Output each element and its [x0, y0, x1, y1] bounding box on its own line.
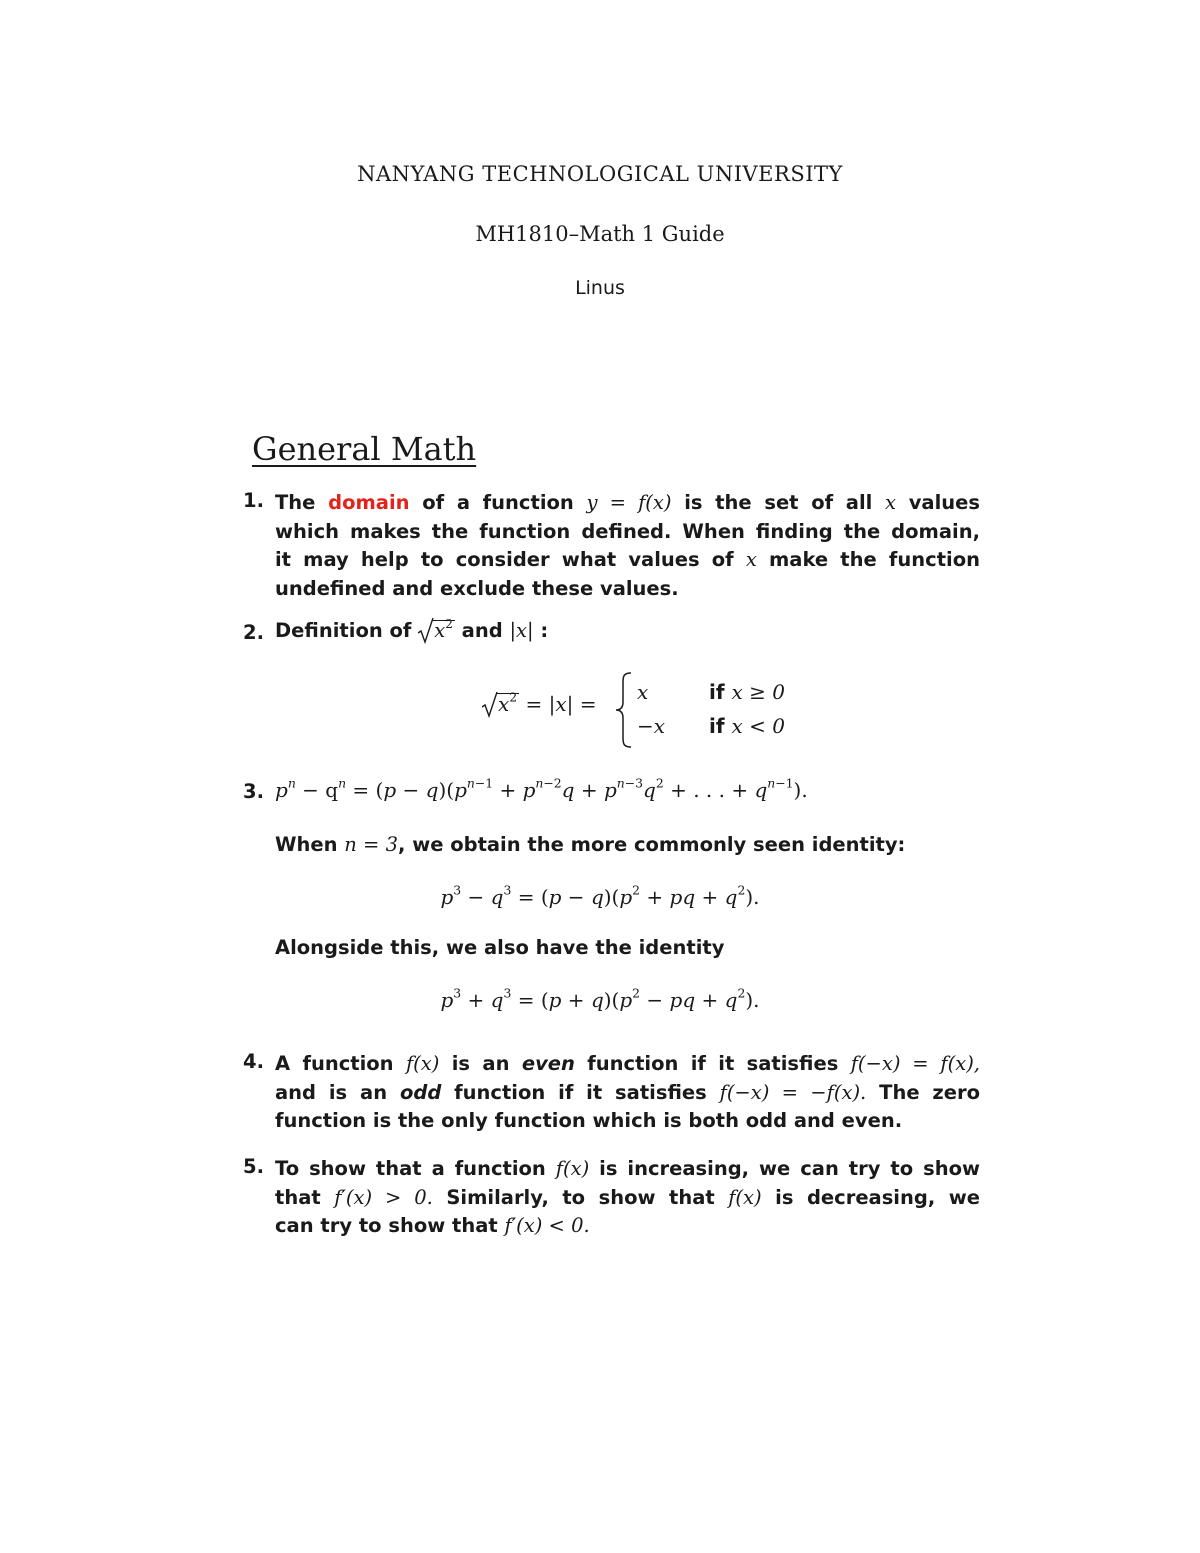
sqrt-expression: $x^2$: [482, 692, 519, 716]
university-name: NANYANG TECHNOLOGICAL UNIVERSITY: [357, 162, 843, 186]
left-brace-icon: [615, 672, 633, 748]
author-name: Linus: [575, 277, 625, 299]
difference-of-cubes: $p^3 - q^3 = (p - q)(p^2$ + pq + $q^2$).: [440, 882, 760, 909]
item-number: 1.: [243, 489, 264, 512]
item-number: 2.: [243, 621, 264, 644]
item-number: 5.: [243, 1155, 264, 1178]
section-title: General Math: [252, 430, 477, 468]
item-1-line-1: The domain of a function y = f(x) is the set of all x values: [275, 491, 980, 514]
course-title: MH1810–Math 1 Guide: [475, 222, 725, 246]
abs-value-definition: $x^2 = |x|$ = x if x ≥ 0 −x if x < 0: [482, 672, 802, 748]
item-1-line-2: which makes the function defined. When finding the domain,: [275, 519, 980, 543]
item-1-text: [275, 489, 980, 603]
item-1-line-4: undefined and exclude these values.: [275, 576, 679, 600]
when-n-equals-3-text: When n = 3, we obtain the more commonly seen identity:: [275, 833, 906, 856]
case-row-1: x if x ≥ 0: [637, 680, 786, 704]
item-5-line-3: can try to show that f′(x) < 0.: [275, 1214, 590, 1237]
case-row-2: −x if x < 0: [637, 714, 786, 738]
power-difference-identity: $p^n - q^n = (p - q)(p^{n-1} + p^{n-2}q + p^{n-3}q^2$ + . . . + $q^{n-1}$).: [275, 775, 808, 802]
item-number: 4.: [243, 1050, 264, 1073]
item-5-text: [275, 1155, 980, 1241]
item-2-intro: Definition of $x^2$ and |x| :: [275, 616, 549, 642]
item-4-line-2: and is an odd function if it satisfies f(−x) = −f(x). The zero: [275, 1080, 981, 1104]
sqrt-expression: $x^2$: [418, 619, 455, 642]
item-4-text: [275, 1050, 980, 1136]
alongside-text: Alongside this, we also have the identity: [275, 936, 725, 959]
item-5-line-2: that f′(x) > 0. Similarly, to show that f(x) is decreasing, we: [275, 1185, 980, 1209]
item-number: 3.: [243, 780, 264, 803]
item-5-line-1: To show that a function f(x) is increasing, we can try to show: [275, 1157, 981, 1180]
item-4-line-1: A function f(x) is an even function if it satisfies f(−x) = f(x),: [275, 1052, 981, 1075]
sum-of-cubes: $p^3 + q^3 = (p + q)(p^2$ − pq + $q^2$).: [440, 985, 760, 1012]
item-4-line-3: function is the only function which is both odd and even.: [275, 1109, 903, 1132]
item-1-line-3: it may help to consider what values of x make the function: [275, 548, 980, 571]
domain-keyword: domain: [328, 491, 410, 514]
